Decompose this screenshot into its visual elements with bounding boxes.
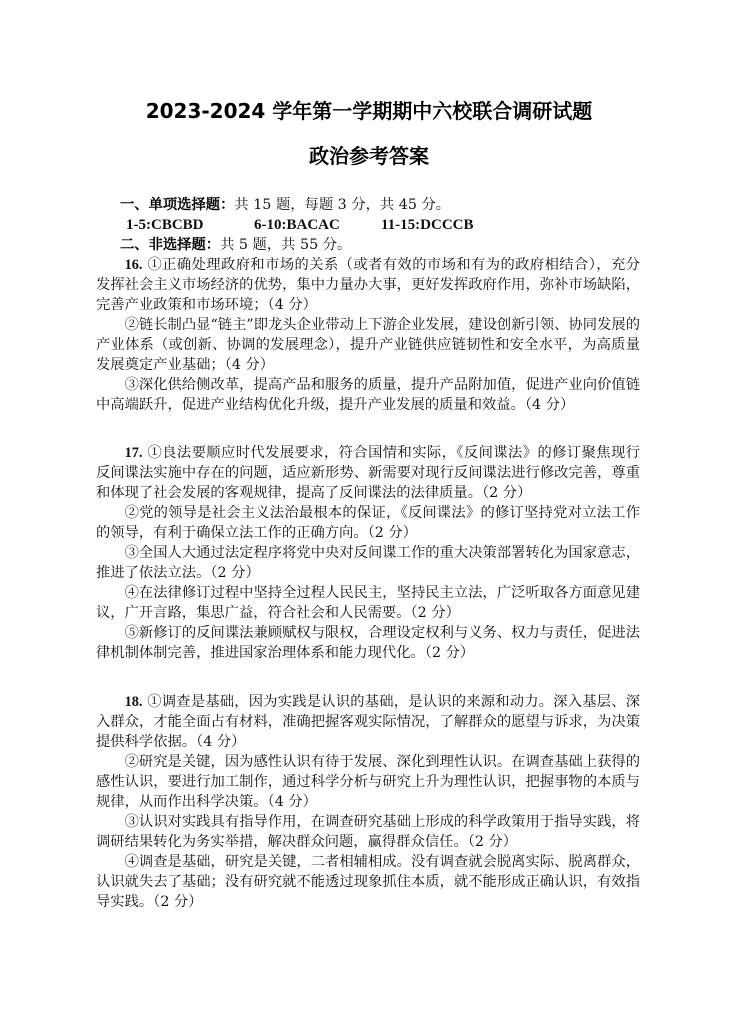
section2-heading: 二、非选择题： xyxy=(120,237,221,253)
answer-point: ③全国人大通过法定程序将党中央对反间谍工作的重大决策部署转化为国家意志，推进了依法立法。（2 分） xyxy=(96,545,640,581)
document-subtitle: 政治参考答案 xyxy=(309,144,429,168)
answer-point: ②研究是关键，因为感性认识有待于发展、深化到理性认识。在调查基础上获得的感性认识，要进行加工制作，通过科学分析与研究上升为理性认识，把握事物的本质与规律，从而作出科学决策。（4 分） xyxy=(96,754,640,810)
question-17-answer xyxy=(96,443,640,663)
answer-point: ⑤新修订的反间谍法兼顾赋权与限权，合理设定权利与义务、权力与责任，促进法律机制体制完善，推进国家治理体系和能力现代化。（2 分） xyxy=(96,625,640,661)
sections-header xyxy=(96,195,640,255)
answers-6-10: 6-10:BACAC xyxy=(254,217,340,233)
section1-line xyxy=(96,195,640,215)
answer-point: ④在法律修订过程中坚持全过程人民民主，坚持民主立法，广泛听取各方面意见建议，广开言路，集思广益，符合社会和人民需要。（2 分） xyxy=(96,585,640,621)
question-18-answer xyxy=(96,692,640,912)
question-number: 16. xyxy=(124,257,143,273)
answer-point: ③认识对实践具有指导作用，在调查研究基础上形成的科学政策用于指导实践，将调研结果转化为务实举措，解决群众问题，赢得群众信任。（2 分） xyxy=(96,814,640,850)
question-16-answer xyxy=(96,255,640,415)
answer-point: ③深化供给侧改革，提高产品和服务的质量，提升产品附加值，促进产业向价值链中高端跃升，促进产业结构优化升级，提升产业发展的质量和效益。（4 分） xyxy=(96,377,640,413)
question-number: 17. xyxy=(124,445,143,461)
answer-point-text: ①良法要顺应时代发展要求，符合国情和实际，《反间谍法》的修订聚焦现行反间谍法实施中存在的问题，适应新形势、新需要对现行反间谍法进行修改完善，尊重和体现了社会发展的客观规律，提高了反间谍法的法律质量。（2 分） xyxy=(96,445,640,501)
answer-point: ②党的领导是社会主义法治最根本的保证，《反间谍法》的修订坚持党对立法工作的领导，有利于确保立法工作的正确方向。（2 分） xyxy=(96,505,640,541)
answer-point xyxy=(96,443,640,503)
answer-point-text: ①正确处理政府和市场的关系（或者有效的市场和有为的政府相结合），充分发挥社会主义市场经济的优势，集中力量办大事，更好发挥政府作用，弥补市场缺陷，完善产业政策和市场环境；（4 分） xyxy=(96,257,640,313)
question-number: 18. xyxy=(124,694,143,710)
answer-point: ②链长制凸显“链主”即龙头企业带动上下游企业发展，建设创新引领、协同发展的产业体系（或创新、协调的发展理念），提升产业链供应链韧性和安全水平，为高质量发展奠定产业基础；（4 分） xyxy=(96,317,640,373)
answer-point xyxy=(96,255,640,315)
section2-desc: 共 5 题，共 55 分。 xyxy=(220,237,352,253)
answer-point-text: ①调查是基础，因为实践是认识的基础，是认识的来源和动力。深入基层、深入群众，才能全面占有材料，准确把握客观实际情况，了解群众的愿望与诉求，为决策提供科学依据。（4 分） xyxy=(96,694,640,750)
answers-1-5: 1-5:CBCBD xyxy=(126,217,204,233)
answer-point: ④调查是基础，研究是关键，二者相辅相成。没有调查就会脱离实际、脱离群众，认识就失去了基础；没有研究就不能透过现象抓住本质，就不能形成正确认识，有效指导实践。（2 分） xyxy=(96,854,640,910)
answer-point xyxy=(96,692,640,752)
section1-heading: 一、单项选择题： xyxy=(120,197,235,213)
section2-line xyxy=(96,235,640,255)
document-title: 2023-2024 学年第一学期期中六校联合调研试题 xyxy=(145,99,593,123)
section1-desc: 共 15 题，每题 3 分，共 45 分。 xyxy=(234,197,451,213)
answer-key xyxy=(96,215,640,235)
answers-11-15: 11-15:DCCCB xyxy=(381,217,474,233)
